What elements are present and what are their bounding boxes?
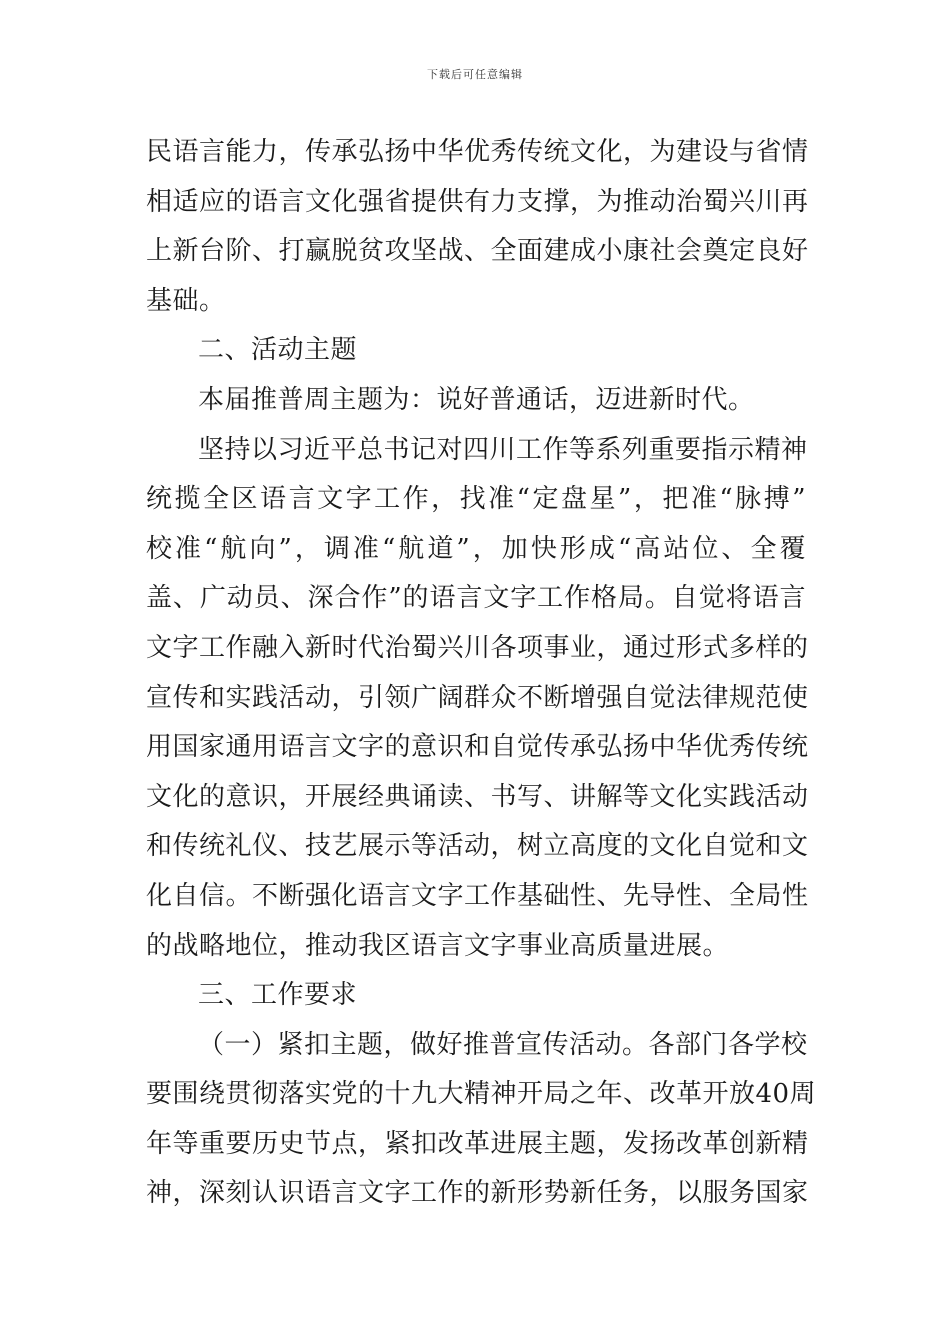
text-line: 校准“航向”，调准“航道”，加快形成“高站位、全覆 <box>146 533 806 564</box>
text-line: 和传统礼仪、技艺展示等活动，树立高度的文化自觉和文 <box>146 831 809 862</box>
text-line: 用国家通用语言文字的意识和自觉传承弘扬中华优秀传统 <box>146 732 809 763</box>
text-line: 盖、广动员、深合作”的语言文字工作格局。自觉将语言 <box>146 583 806 614</box>
text-line: 文化的意识，开展经典诵读、书写、讲解等文化实践活动 <box>146 781 809 812</box>
text-line: 文字工作融入新时代治蜀兴川各项事业，通过形式多样的 <box>146 632 809 663</box>
text-line: 民语言能力，传承弘扬中华优秀传统文化，为建设与省情 <box>146 137 809 167</box>
text-line: 的战略地位，推动我区语言文字事业高质量进展。 <box>146 930 730 961</box>
text-line: 化自信。不断强化语言文字工作基础性、先导性、全局性 <box>146 880 809 911</box>
page-header: 下载后可任意编辑 <box>427 68 523 81</box>
text-line: 相适应的语言文化强省提供有力支撑，为推动治蜀兴川再 <box>146 186 809 217</box>
text-line: 要围绕贯彻落实党的十九大精神开局之年、改革开放40周 <box>146 1079 817 1110</box>
text-line: 二、活动主题 <box>198 335 358 366</box>
text-line: 三、工作要求 <box>198 980 358 1011</box>
text-line: 本届推普周主题为：说好普通话，迈进新时代。 <box>198 384 755 415</box>
text-line: （一）紧扣主题，做好推普宣传活动。各部门各学校 <box>198 1029 808 1060</box>
text-line: 坚持以习近平总书记对四川工作等系列重要指示精神 <box>198 434 808 465</box>
document-body <box>146 128 817 1219</box>
text-line: 基础。 <box>146 285 226 316</box>
text-line: 上新台阶、打赢脱贫攻坚战、全面建成小康社会奠定良好 <box>146 236 809 267</box>
text-line: 神，深刻认识语言文字工作的新形势新任务，以服务国家 <box>146 1178 809 1209</box>
text-line: 年等重要历史节点，紧扣改革进展主题，发扬改革创新精 <box>146 1128 809 1159</box>
text-line: 统揽全区语言文字工作，找准“定盘星”，把准“脉搏” <box>146 484 806 515</box>
text-line: 宣传和实践活动，引领广阔群众不断增强自觉法律规范使 <box>146 682 809 713</box>
